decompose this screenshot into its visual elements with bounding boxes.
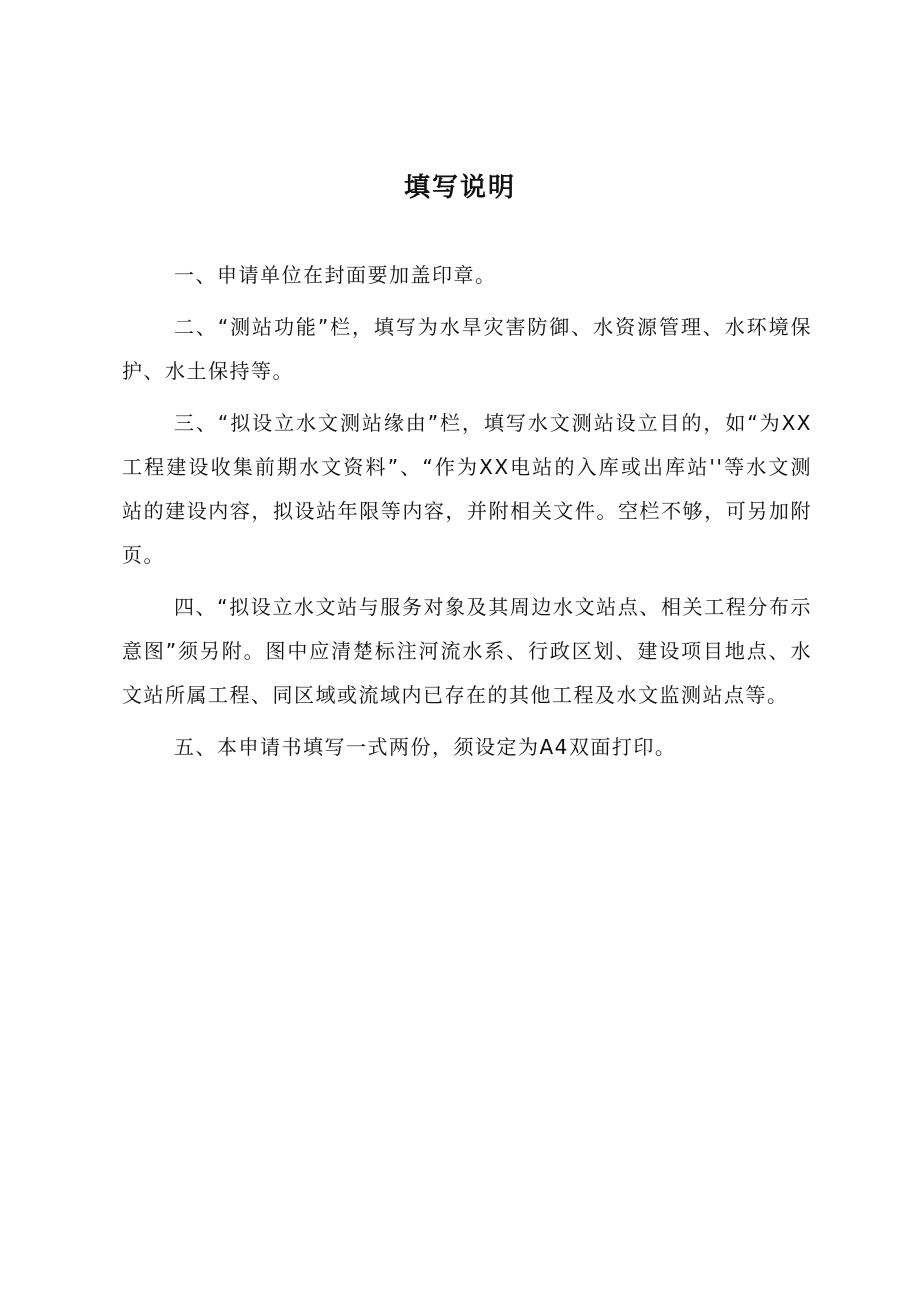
instruction-item-5: 五、本申请书填写一式两份，须设定为A4双面打印。 [174,735,677,759]
instruction-item-2: 二、“测站功能”栏，填写为水旱灾害防御、水资源管理、水环境保护、水土保持等。 [122,315,812,383]
instruction-item-4: 四、“拟设立水文站与服务对象及其周边水文站点、相关工程分布示意图”须另附。图中应清楚标注河流水系、行政区划、建设项目地点、水文站所属工程、同区域或流域内已存在的其他工程及水文监测站点等。 [122,595,812,707]
instructions-body [122,253,812,777]
instruction-item-1: 一、申请单位在封面要加盖印章。 [174,263,497,287]
instruction-item-3: 三、“拟设立水文测站缘由”栏，填写水文测站设立目的，如“为XX工程建设收集前期水文资料”、“作为XX电站的入库或出库站''等水文测站的建设内容，拟设站年限等内容，并附相关文件。空栏不够，可另加附页。 [122,411,812,567]
page-title: 填写说明 [403,173,516,203]
